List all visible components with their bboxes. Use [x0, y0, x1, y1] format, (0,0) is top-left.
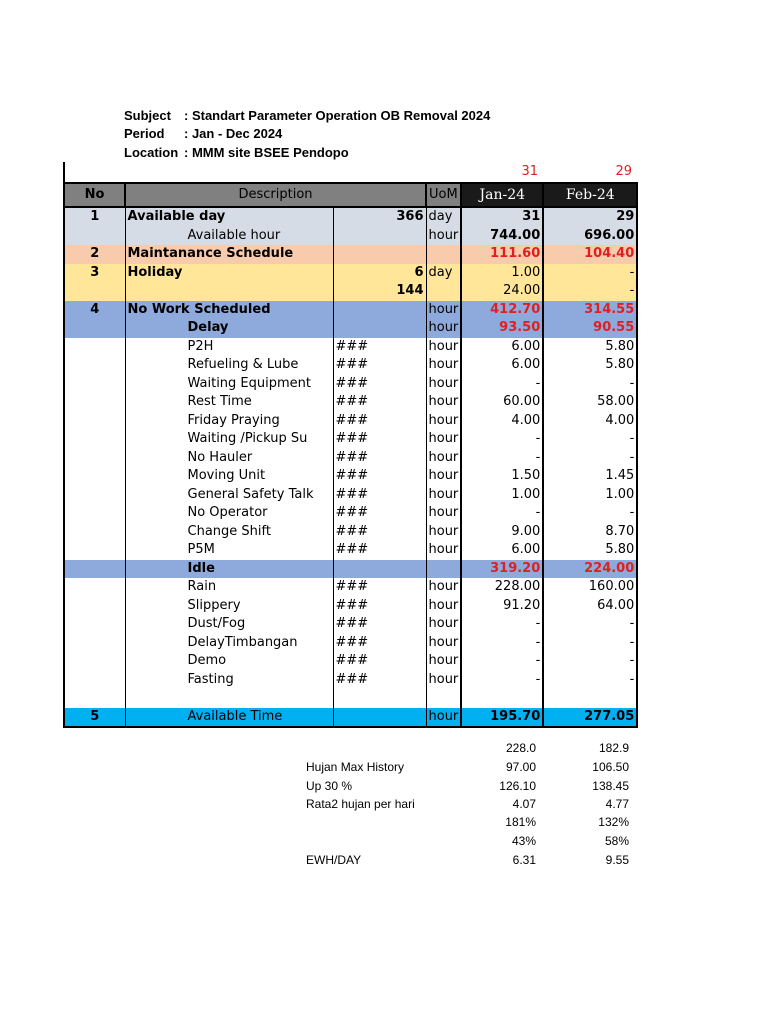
column-header-uom: UoM: [426, 183, 461, 207]
row-description: Available hour: [125, 227, 333, 246]
row-value-feb: 160.00: [543, 578, 637, 597]
row-value-feb: 277.05: [543, 708, 637, 728]
row-value-jan: 31: [461, 207, 543, 227]
row-value-feb: -: [543, 282, 637, 301]
summary-value-feb: 9.55: [605, 853, 629, 867]
table-row: [64, 708, 637, 728]
summary-value-feb: 58%: [604, 834, 629, 848]
row-hash: ###: [333, 449, 426, 468]
row-number: [64, 338, 125, 357]
table-row: [64, 264, 637, 283]
row-value-feb: -: [543, 615, 637, 634]
row-description: P5M: [187, 542, 215, 558]
row-value-feb: -: [543, 430, 637, 449]
row-value-feb: 1.00: [543, 486, 637, 505]
column-header-no: No: [64, 183, 125, 207]
row-value-jan: 228.00: [461, 578, 543, 597]
subject-value: : Standart Parameter Operation OB Removal 2024: [184, 108, 491, 123]
row-description: [125, 689, 333, 708]
row-hash: ###: [333, 652, 426, 671]
day-count-jan: 31: [521, 164, 538, 179]
row-value-jan: 319.20: [461, 560, 543, 579]
row-value-feb: 64.00: [543, 597, 637, 616]
row-total: [333, 708, 426, 728]
table-row: [64, 393, 637, 412]
row-value-feb: 104.40: [543, 245, 637, 264]
row-number: 5: [64, 708, 125, 728]
row-number: 1: [64, 207, 125, 227]
row-total: [333, 227, 426, 246]
row-total: 6: [333, 264, 426, 283]
row-value-jan: 93.50: [461, 319, 543, 338]
location-line: [124, 145, 349, 160]
row-uom: hour: [426, 412, 461, 431]
subject-line: [124, 108, 490, 123]
row-hash: ###: [333, 615, 426, 634]
row-description: Holiday: [125, 264, 333, 283]
row-value-feb: -: [543, 634, 637, 653]
row-number: [64, 541, 125, 560]
row-total: 366: [333, 207, 426, 227]
table-row: [64, 560, 637, 579]
row-number: [64, 615, 125, 634]
row-description: P2H: [187, 338, 214, 354]
table-header-row: [64, 183, 637, 207]
summary-label: EWH/DAY: [306, 853, 362, 867]
row-hash: ###: [333, 375, 426, 394]
table-row: [64, 449, 637, 468]
row-uom: hour: [426, 504, 461, 523]
row-value-feb: 29: [543, 207, 637, 227]
row-value-jan: 6.00: [461, 338, 543, 357]
summary-label: Up 30 %: [306, 779, 353, 793]
summary-value-jan: 4.07: [512, 797, 536, 811]
row-uom: hour: [426, 615, 461, 634]
column-header-feb: Feb-24: [543, 183, 637, 207]
row-value-jan: 60.00: [461, 393, 543, 412]
summary-value-jan: 126.10: [499, 779, 536, 793]
location-label: Location: [124, 145, 179, 160]
row-uom: hour: [426, 356, 461, 375]
table-row: [64, 671, 637, 690]
row-description: Demo: [187, 653, 227, 669]
row-total: [333, 245, 426, 264]
row-uom: hour: [426, 541, 461, 560]
day-count-feb: 29: [615, 164, 632, 179]
row-value-jan: -: [461, 430, 543, 449]
row-value-jan: 412.70: [461, 301, 543, 320]
row-uom: [426, 282, 461, 301]
row-value-feb: 58.00: [543, 393, 637, 412]
row-value-feb: -: [543, 375, 637, 394]
summary-label: Hujan Max History: [306, 760, 405, 774]
period-value: : Jan - Dec 2024: [184, 126, 283, 141]
row-value-feb: -: [543, 449, 637, 468]
table-row: [64, 227, 637, 246]
table-row: [64, 282, 637, 301]
table-row: [64, 486, 637, 505]
table-row: [64, 338, 637, 357]
row-number: [64, 467, 125, 486]
row-value-jan: 744.00: [461, 227, 543, 246]
row-uom: [426, 689, 461, 708]
row-description: Moving Unit: [187, 468, 266, 484]
table-row: [64, 412, 637, 431]
row-value-feb: -: [543, 504, 637, 523]
row-value-jan: 6.00: [461, 541, 543, 560]
row-uom: hour: [426, 449, 461, 468]
row-total: [333, 560, 426, 579]
row-uom: hour: [426, 523, 461, 542]
row-uom: [426, 245, 461, 264]
table-row: [64, 245, 637, 264]
row-number: [64, 560, 125, 579]
row-uom: hour: [426, 375, 461, 394]
row-description: Available Time: [125, 708, 333, 728]
row-value-jan: -: [461, 671, 543, 690]
row-value-jan: [461, 689, 543, 708]
row-value-jan: 1.50: [461, 467, 543, 486]
row-total: 144: [333, 282, 426, 301]
row-hash: ###: [333, 523, 426, 542]
row-value-feb: 1.45: [543, 467, 637, 486]
row-value-jan: -: [461, 449, 543, 468]
table-row: [64, 375, 637, 394]
row-description: [125, 282, 333, 301]
period-line: [124, 126, 282, 141]
summary-value-jan: 43%: [511, 834, 536, 848]
row-description: DelayTimbangan: [187, 634, 298, 650]
row-number: [64, 652, 125, 671]
row-description: Waiting Equipment: [187, 375, 311, 391]
row-number: 2: [64, 245, 125, 264]
table-row: [64, 207, 637, 227]
row-value-feb: 5.80: [543, 356, 637, 375]
row-value-feb: -: [543, 671, 637, 690]
row-hash: ###: [333, 356, 426, 375]
summary-value-feb: 182.9: [598, 741, 629, 755]
row-description: General Safety Talk: [187, 486, 314, 502]
row-description: No Hauler: [187, 449, 253, 465]
table-row: [64, 319, 637, 338]
period-label: Period: [124, 126, 165, 141]
row-number: [64, 412, 125, 431]
row-value-feb: 90.55: [543, 319, 637, 338]
table-row: [64, 467, 637, 486]
row-value-jan: -: [461, 634, 543, 653]
row-uom: hour: [426, 671, 461, 690]
row-hash: ###: [333, 393, 426, 412]
row-number: [64, 634, 125, 653]
row-number: [64, 597, 125, 616]
row-value-jan: 111.60: [461, 245, 543, 264]
row-uom: hour: [426, 597, 461, 616]
row-number: [64, 375, 125, 394]
row-value-feb: 314.55: [543, 301, 637, 320]
summary-value-feb: 138.45: [592, 779, 629, 793]
row-hash: ###: [333, 486, 426, 505]
row-number: [64, 227, 125, 246]
row-number: [64, 504, 125, 523]
row-uom: [426, 560, 461, 579]
row-description: Idle: [125, 560, 333, 579]
table-row: [64, 597, 637, 616]
row-description: Available day: [125, 207, 333, 227]
row-number: [64, 282, 125, 301]
summary-value-jan: 6.31: [512, 853, 536, 867]
row-hash: ###: [333, 430, 426, 449]
table-row: [64, 578, 637, 597]
row-number: [64, 430, 125, 449]
row-hash: ###: [333, 467, 426, 486]
row-value-jan: 1.00: [461, 264, 543, 283]
row-description: Rain: [187, 579, 217, 595]
table-row: [64, 523, 637, 542]
column-header-jan: Jan-24: [461, 183, 543, 207]
table-row: [64, 356, 637, 375]
row-description: Delay: [125, 319, 333, 338]
row-value-jan: 9.00: [461, 523, 543, 542]
parameter-table: [63, 182, 638, 728]
table-row: [64, 504, 637, 523]
row-number: [64, 523, 125, 542]
row-number: [64, 393, 125, 412]
row-hash: ###: [333, 597, 426, 616]
row-hash: ###: [333, 634, 426, 653]
row-value-jan: -: [461, 615, 543, 634]
summary-value-jan: 181%: [505, 815, 536, 829]
row-hash: ###: [333, 578, 426, 597]
row-value-feb: -: [543, 264, 637, 283]
row-value-feb: 4.00: [543, 412, 637, 431]
table-row: [64, 615, 637, 634]
row-value-jan: -: [461, 375, 543, 394]
table-row: [64, 652, 637, 671]
row-number: [64, 356, 125, 375]
table-row: [64, 634, 637, 653]
row-value-feb: 5.80: [543, 541, 637, 560]
row-description: Maintanance Schedule: [125, 245, 333, 264]
row-number: [64, 319, 125, 338]
row-uom: day: [426, 207, 461, 227]
row-description: Dust/Fog: [187, 616, 246, 632]
row-value-jan: 195.70: [461, 708, 543, 728]
row-value-jan: -: [461, 504, 543, 523]
row-value-jan: 24.00: [461, 282, 543, 301]
summary-label: Rata2 hujan per hari: [306, 797, 415, 811]
row-value-feb: 696.00: [543, 227, 637, 246]
row-uom: hour: [426, 319, 461, 338]
row-value-feb: 8.70: [543, 523, 637, 542]
row-description: Change Shift: [187, 523, 271, 539]
row-value-jan: 1.00: [461, 486, 543, 505]
row-uom: hour: [426, 578, 461, 597]
row-number: [64, 689, 125, 708]
row-uom: hour: [426, 634, 461, 653]
table-row: [64, 541, 637, 560]
row-uom: hour: [426, 467, 461, 486]
row-hash: ###: [333, 338, 426, 357]
row-number: [64, 671, 125, 690]
row-uom: hour: [426, 338, 461, 357]
row-value-jan: 91.20: [461, 597, 543, 616]
row-description: No Operator: [187, 505, 268, 521]
row-description: Friday Praying: [187, 412, 280, 428]
row-hash: ###: [333, 504, 426, 523]
table-row: [64, 689, 637, 708]
row-number: [64, 449, 125, 468]
row-hash: ###: [333, 671, 426, 690]
parameter-table-body: [64, 183, 637, 727]
row-description: Waiting /Pickup Su: [187, 431, 308, 447]
summary-value-feb: 106.50: [592, 760, 629, 774]
location-value: : MMM site BSEE Pendopo: [184, 145, 349, 160]
row-value-feb: [543, 689, 637, 708]
row-uom: hour: [426, 430, 461, 449]
row-value-jan: 6.00: [461, 356, 543, 375]
row-total: [333, 319, 426, 338]
row-uom: hour: [426, 652, 461, 671]
row-value-feb: 224.00: [543, 560, 637, 579]
row-number: [64, 578, 125, 597]
summary-value-feb: 132%: [598, 815, 629, 829]
row-uom: hour: [426, 486, 461, 505]
subject-label: Subject: [124, 108, 171, 123]
row-uom: day: [426, 264, 461, 283]
row-value-feb: 5.80: [543, 338, 637, 357]
row-hash: ###: [333, 412, 426, 431]
summary-value-jan: 97.00: [505, 760, 536, 774]
summary-value-jan: 228.0: [505, 741, 536, 755]
row-uom: hour: [426, 301, 461, 320]
row-description: Fasting: [187, 671, 234, 687]
row-uom: hour: [426, 393, 461, 412]
row-number: [64, 486, 125, 505]
row-description: Refueling & Lube: [187, 357, 299, 373]
row-value-jan: -: [461, 652, 543, 671]
row-number: 3: [64, 264, 125, 283]
row-uom: hour: [426, 227, 461, 246]
row-number: 4: [64, 301, 125, 320]
row-value-feb: -: [543, 652, 637, 671]
summary-value-feb: 4.77: [605, 797, 629, 811]
row-description: No Work Scheduled: [125, 301, 333, 320]
table-row: [64, 430, 637, 449]
row-uom: hour: [426, 708, 461, 728]
left-border-line: [63, 162, 65, 182]
row-description: Slippery: [187, 597, 241, 613]
row-total: [333, 301, 426, 320]
column-header-description: Description: [125, 183, 426, 207]
row-value-jan: 4.00: [461, 412, 543, 431]
table-row: [64, 301, 637, 320]
row-description: Rest Time: [187, 394, 252, 410]
row-hash: ###: [333, 541, 426, 560]
row-total: [333, 689, 426, 708]
